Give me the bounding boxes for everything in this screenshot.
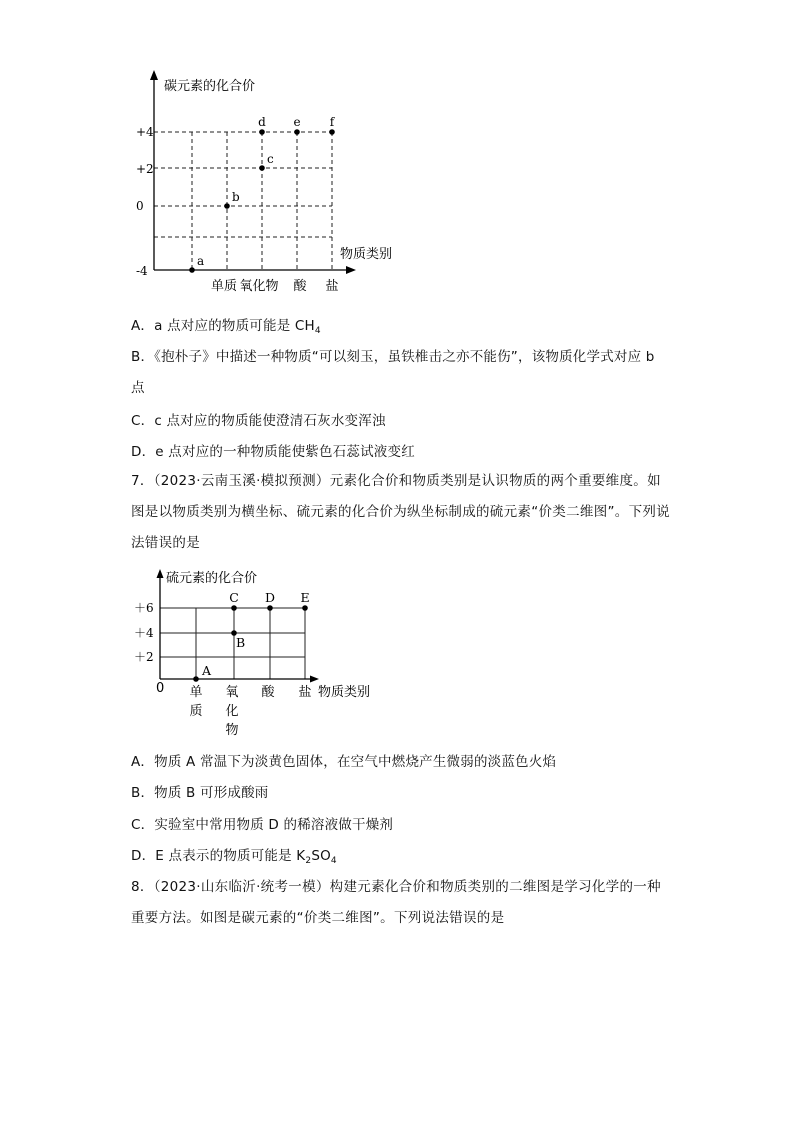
point-f <box>329 129 335 135</box>
point-label-b: b <box>232 190 240 204</box>
point-label-E: E <box>300 590 310 605</box>
point-a <box>189 267 195 273</box>
point-label-B: B <box>236 635 246 650</box>
q7-stem: 7．（2023·云南玉溪·模拟预测）元素化合价和物质类别是认识物质的两个重要维度。如图是以物质类别为横坐标、硫元素的化合价为纵坐标制成的硫元素“价类二维图”。下列说法错误的是 <box>131 473 670 551</box>
point-label-a: a <box>197 254 205 268</box>
point-A <box>193 676 199 682</box>
y-tick-label: -4 <box>136 264 148 278</box>
x-tick-labels <box>189 684 311 738</box>
x-tick-label-char: 氧 <box>225 685 239 700</box>
point-label-f: f <box>329 115 335 129</box>
x-tick-label: 单质 <box>210 279 238 294</box>
point-C <box>231 605 237 611</box>
q7-option-a: A．物质 A 常温下为淡黄色固体，在空气中燃烧产生微弱的淡蓝色火焰 <box>131 754 557 770</box>
carbon-valence-chart <box>120 60 420 300</box>
x-tick-label-char: 酸 <box>261 685 275 700</box>
chart-axes <box>150 70 356 274</box>
point-label-D: D <box>264 590 276 605</box>
point-c <box>259 165 265 171</box>
y-tick-label: +4 <box>136 125 154 139</box>
x-axis-label: 物质类别 <box>340 247 393 262</box>
x-tick-label: 氧化物 <box>239 279 279 294</box>
x-axis-arrow <box>310 676 319 683</box>
x-tick-label-char: 质 <box>189 704 203 719</box>
y-axis-label: 硫元素的化合价 <box>166 571 258 586</box>
y-tick-label: ＋2 <box>134 650 154 664</box>
point-d <box>259 129 265 135</box>
data-points <box>189 115 336 273</box>
y-tick-label: 0 <box>136 199 144 213</box>
q6-option-b-cont: 点 <box>131 380 145 396</box>
y-axis-label: 碳元素的化合价 <box>164 79 256 94</box>
chart-axes <box>157 569 320 683</box>
x-tick-labels <box>211 278 339 294</box>
x-tick-label-char: 化 <box>225 704 239 719</box>
q7-option-d: D．E 点表示的物质可能是 $K_2SO_4$ <box>131 848 337 866</box>
chart-grid <box>160 608 305 679</box>
x-axis-label: 物质类别 <box>318 685 371 700</box>
y-axis-arrow <box>157 569 164 578</box>
point-label-c: c <box>267 152 274 166</box>
point-label-e: e <box>293 115 301 129</box>
y-tick-label: ＋6 <box>134 601 154 615</box>
point-E <box>302 605 308 611</box>
point-b <box>224 203 230 209</box>
x-tick-label: 盐 <box>325 279 339 294</box>
point-e <box>294 129 300 135</box>
sulfur-valence-chart <box>134 562 400 742</box>
q6-option-b: B．《抱朴子》中描述一种物质“可以刻玉，虽铁椎击之亦不能伤”，该物质化学式对应 b <box>131 349 655 365</box>
x-tick-label-char: 盐 <box>298 685 312 700</box>
x-axis-arrow <box>346 266 356 274</box>
point-label-A: A <box>202 663 212 678</box>
point-D <box>267 605 273 611</box>
x-tick-label-char: 物 <box>225 723 239 738</box>
data-points <box>193 590 309 682</box>
y-tick-labels <box>136 125 154 278</box>
point-label-d: d <box>258 115 266 129</box>
q7-option-b: B．物质 B 可形成酸雨 <box>131 785 269 801</box>
point-label-C: C <box>229 590 239 605</box>
origin-label: 0 <box>156 681 165 696</box>
q6-option-c: C．c 点对应的物质能使澄清石灰水变浑浊 <box>131 413 386 429</box>
x-tick-label-char: 单 <box>189 685 203 700</box>
q8-stem: 8．（2023·山东临沂·统考一模）构建元素化合价和物质类别的二维图是学习化学的一种重要方法。如图是碳元素的“价类二维图”。下列说法错误的是 <box>131 879 661 926</box>
q6-option-a: A．a 点对应的物质可能是 $CH_4$ <box>131 318 321 336</box>
y-tick-labels <box>134 601 154 664</box>
y-tick-label: +2 <box>136 162 154 176</box>
y-tick-label: ＋4 <box>134 626 154 640</box>
x-tick-label: 酸 <box>293 279 307 294</box>
y-axis-arrow <box>150 70 158 80</box>
q7-option-c: C．实验室中常用物质 D 的稀溶液做干燥剂 <box>131 817 394 833</box>
q6-option-d: D．e 点对应的一种物质能使紫色石蕊试液变红 <box>131 444 415 460</box>
chart-grid <box>154 132 332 270</box>
